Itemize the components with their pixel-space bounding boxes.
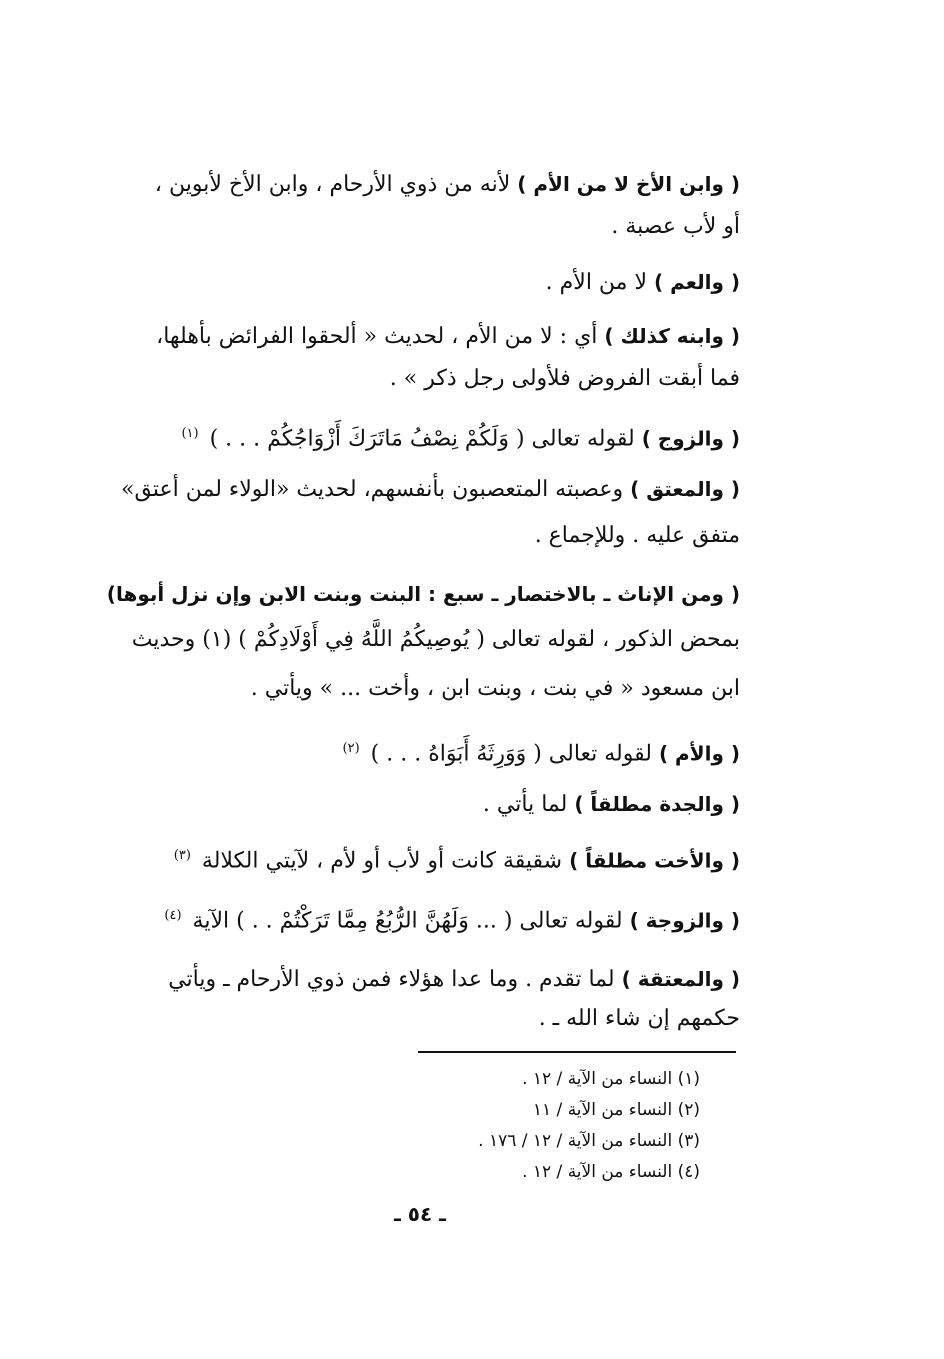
paragraph-line: [90, 203, 740, 251]
page-number: ـ ٥٤ ـ: [393, 1202, 447, 1226]
paragraph-line: [90, 355, 740, 403]
paragraph-text: لقوله تعالى ( وَوَرِثَهُ أَبَوَاهُ . . . ): [370, 741, 652, 767]
paragraph-text: لما تقدم . وما عدا هؤلاء فمن ذوي الأرحام ـ ويأتي: [168, 967, 615, 992]
paragraph-uncle: [90, 258, 740, 307]
paragraph-line: [90, 995, 740, 1043]
paragraph-sister: [90, 832, 740, 885]
paragraph-text: ابن مسعود « في بنت ، وبنت ابن ، وأخت ... » ويأتي .: [250, 676, 740, 701]
footnote-ref: (٤): [164, 908, 182, 923]
term-mother: ( والأم ): [658, 741, 740, 766]
paragraph-cousin: [90, 312, 740, 361]
footnote-divider: [418, 1051, 736, 1053]
footnote-4: (٤) النساء من الآية / ١٢ .: [522, 1162, 700, 1182]
paragraph-text: وعصبته المتعصبون بأنفسهم، لحديث «الولاء لمن أعتق»: [121, 477, 624, 502]
paragraph-line: [90, 512, 740, 560]
term-wife: ( والزوجة ): [629, 908, 740, 933]
footnote-2: (٢) النساء من الآية / ١١: [532, 1100, 700, 1120]
footnote-ref: (٣): [173, 848, 191, 863]
footnote-1: (١) النساء من الآية / ١٢ .: [522, 1069, 700, 1089]
paragraph-females: [90, 570, 740, 619]
paragraph-emancipator: [90, 465, 740, 514]
term-females: ( ومن الإناث ـ بالاختصار ـ سبع : البنت وبنت الابن وإن نزل أبوها): [106, 582, 740, 606]
paragraph-text: لا من الأم .: [545, 270, 648, 295]
paragraph-text: لأنه من ذوي الأرحام ، وابن الأخ لأبوين ،: [154, 172, 511, 197]
term-husband: ( والزوج ): [641, 426, 740, 451]
paragraph-text: أو لأب عصبة .: [611, 214, 740, 239]
paragraph-text: بمحض الذكور ، لقوله تعالى ( يُوصِيكُمُ اللَّهُ فِي أَوْلَادِكُمْ ) (١) وحديث: [131, 627, 740, 652]
paragraph-text: لقوله تعالى ( ... وَلَهُنَّ الرُّبُعُ مِمَّا تَرَكْتُمْ . . ) الآية: [192, 908, 623, 934]
paragraph-text: فما أبقت الفروض فلأولى رجل ذكر » .: [389, 366, 740, 391]
term-female-emancipator: ( والمعتقة ): [621, 967, 740, 991]
term-uncle: ( والعم ): [654, 270, 740, 294]
paragraph-nephew: [90, 160, 740, 209]
paragraph-text: أي : لا من الأم ، لحديث « ألحقوا الفرائض بأهلها،: [156, 324, 598, 349]
paragraph-text: حكمهم إن شاء الله ـ .: [538, 1006, 740, 1031]
footnote-ref: (٢): [342, 741, 360, 756]
paragraph-text: متفق عليه . وللإجماع .: [534, 523, 740, 548]
footnote-3: (٣) النساء من الآية / ١٢ / ١٧٦ .: [478, 1131, 700, 1151]
paragraph-husband: [90, 410, 740, 463]
footnotes: [380, 1064, 700, 1188]
term-nephew: ( وابن الأخ لا من الأم ): [517, 172, 740, 196]
term-emancipator: ( والمعتق ): [630, 477, 740, 501]
paragraph-line: [90, 665, 740, 713]
term-sister: ( والأخت مطلقاً ): [569, 848, 740, 873]
paragraph-line: [90, 616, 740, 664]
term-cousin: ( وابنه كذلك ): [604, 324, 740, 348]
paragraph-mother: [90, 725, 740, 778]
footnote-ref: (١): [181, 426, 199, 441]
paragraph-grandmother: [90, 780, 740, 829]
paragraph-text: شقيقة كانت أو لأب أو لأم ، لآيتي الكلالة: [201, 848, 563, 874]
paragraph-text: لما يأتي .: [482, 792, 568, 817]
paragraph-wife: [90, 892, 740, 945]
term-grandmother: ( والجدة مطلقاً ): [574, 792, 740, 816]
paragraph-text: لقوله تعالى ( وَلَكُمْ نِصْفُ مَاتَرَكَ أَزْوَاجُكُمْ . . . ): [209, 426, 635, 452]
